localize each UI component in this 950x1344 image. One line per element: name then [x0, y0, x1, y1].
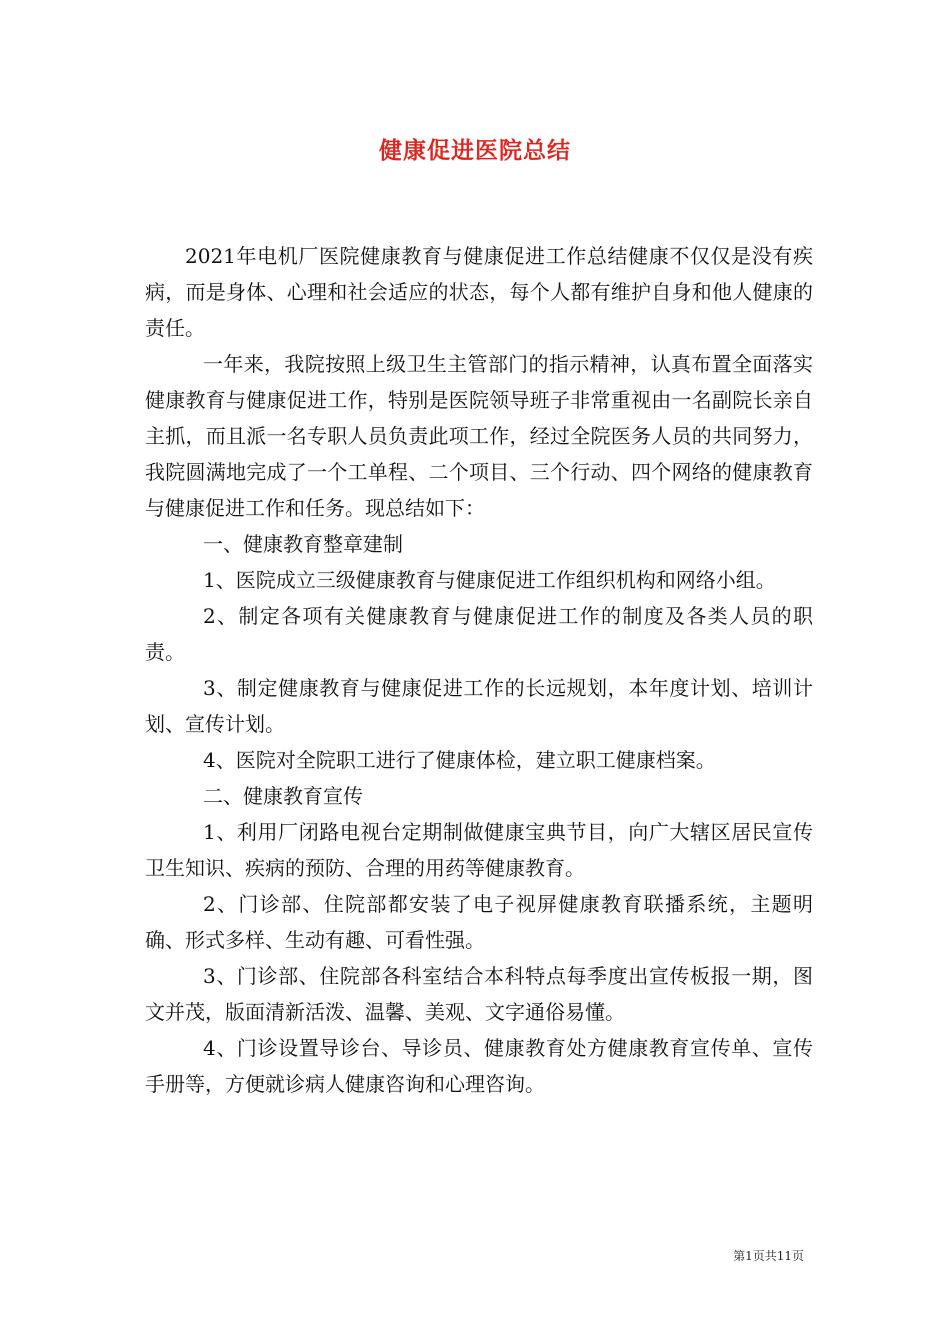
list-item: 3、制定健康教育与健康促进工作的长远规划，本年度计划、培训计划、宣传计划。 — [145, 676, 813, 736]
paragraph-intro: 2021年电机厂医院健康教育与健康促进工作总结健康不仅仅是没有疾病，而是身体、心理和社会适应的状态，每个人都有维护自身和他人健康的责任。 — [145, 244, 813, 340]
document-title: 健康促进医院总结 — [379, 137, 571, 164]
list-item: 2、门诊部、住院部都安装了电子视屏健康教育联播系统，主题明确、形式多样、生动有趣、可看性强。 — [145, 892, 813, 952]
document-body — [145, 238, 813, 1102]
list-item: 4、门诊设置导诊台、导诊员、健康教育处方健康教育宣传单、宣传手册等，方便就诊病人健康咨询和心理咨询。 — [145, 1036, 813, 1096]
list-item: 1、利用厂闭路电视台定期制做健康宝典节目，向广大辖区居民宣传卫生知识、疾病的预防、合理的用药等健康教育。 — [145, 820, 813, 880]
list-item: 4、医院对全院职工进行了健康体检，建立职工健康档案。 — [203, 748, 716, 772]
page-number: 第1页共11页 — [733, 1249, 804, 1263]
section-heading-1: 一、健康教育整章建制 — [203, 532, 403, 556]
list-item: 3、门诊部、住院部各科室结合本科特点每季度出宣传板报一期，图文并茂，版面清新活泼、温馨、美观、文字通俗易懂。 — [145, 964, 813, 1024]
list-item: 2、制定各项有关健康教育与健康促进工作的制度及各类人员的职责。 — [145, 604, 813, 664]
section-heading-2: 二、健康教育宣传 — [203, 784, 363, 808]
paragraph-summary: 一年来，我院按照上级卫生主管部门的指示精神，认真布置全面落实健康教育与健康促进工作，特别是医院领导班子非常重视由一名副院长亲自主抓，而且派一名专职人员负责此项工作，经过全院医务人员的共同努力，我院圆满地完成了一个工单程、二个项目、三个行动、四个网络的健康教育与健康促进工作和任务。现总结如下： — [145, 352, 813, 520]
list-item: 1、医院成立三级健康教育与健康促进工作组织机构和网络小组。 — [203, 568, 776, 592]
